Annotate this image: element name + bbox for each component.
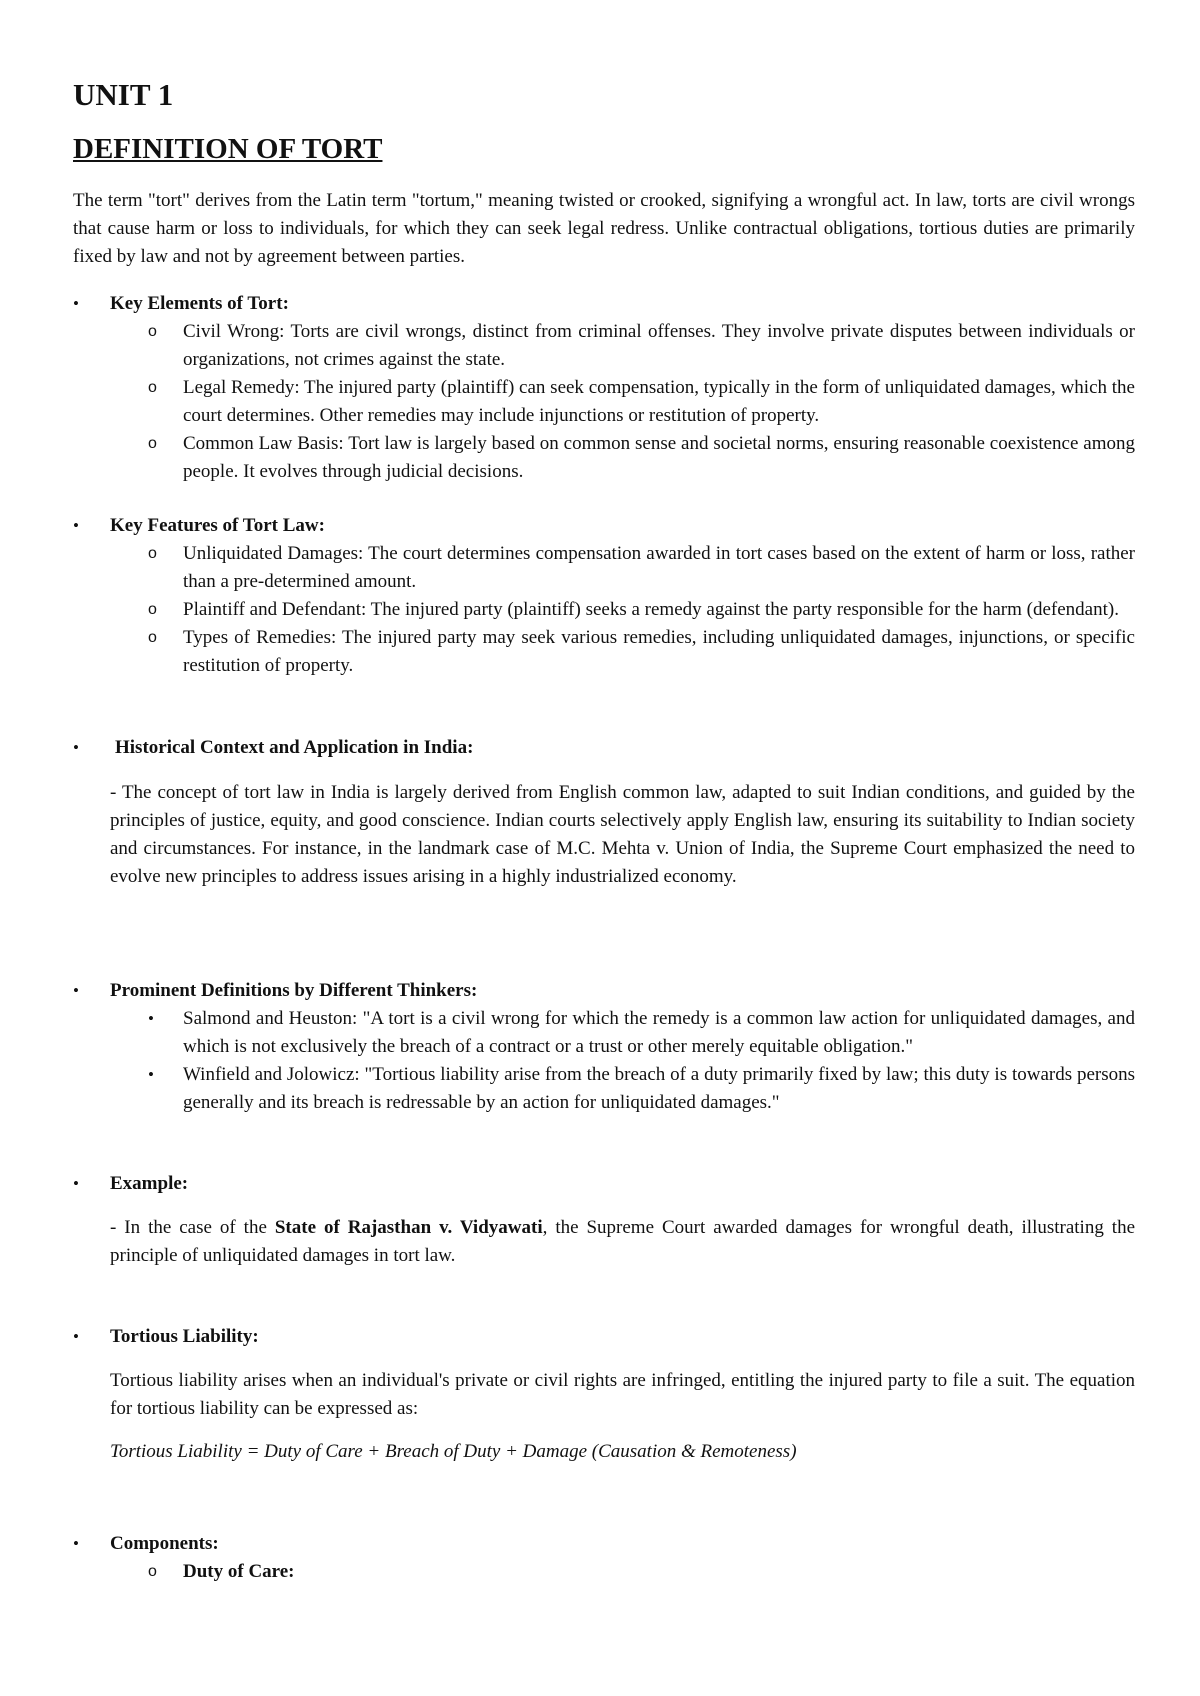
list-item	[148, 596, 1135, 624]
list-item-text: Legal Remedy: The injured party (plaintiff) can seek compensation, typically in the form of unliquidated damages, which the court determines. Other remedies may include injunctions or restitution of property.	[183, 377, 1135, 426]
list-item-text: Civil Wrong: Torts are civil wrongs, distinct from criminal offenses. They involve private disputes between individuals or organizations, not crimes against the state.	[183, 321, 1135, 370]
list-item	[148, 374, 1135, 430]
list-item-text: Winfield and Jolowicz: "Tortious liability arise from the breach of a duty primarily fixed by law; this duty is towards persons generally and its breach is redressable by an action for unliquidated damages."	[183, 1064, 1135, 1113]
key-elements-list	[148, 318, 1135, 486]
historical-heading: Historical Context and Application in India:	[115, 737, 474, 758]
bullet-marker: •	[73, 1534, 79, 1553]
key-features-list	[148, 540, 1135, 680]
section-title: DEFINITION OF TORT	[73, 133, 383, 165]
example-suffix: , the Supreme Court awarded damages for wrongful death, illustrating the principle of unliquidated damages in tort law.	[110, 1217, 1136, 1266]
disc-bullet-icon: •	[148, 1009, 154, 1028]
list-item-text: Common Law Basis: Tort law is largely based on common sense and societal norms, ensuring reasonable coexistence among people. It evolves through judicial decisions.	[183, 433, 1135, 482]
bullet-marker: •	[73, 294, 79, 313]
circle-bullet-icon: o	[148, 545, 157, 562]
circle-bullet-icon: o	[148, 379, 157, 396]
list-item	[148, 430, 1135, 486]
definitions-list	[148, 1005, 1135, 1117]
disc-bullet-icon: •	[148, 1065, 154, 1084]
example-case-name: State of Rajasthan v. Vidyawati	[274, 1217, 543, 1238]
circle-bullet-icon: o	[148, 323, 157, 340]
bullet-marker: •	[73, 738, 79, 757]
circle-bullet-icon: o	[148, 435, 157, 452]
circle-bullet-icon: o	[148, 601, 157, 618]
unit-title: UNIT 1	[73, 77, 174, 112]
list-item	[148, 1061, 1135, 1117]
list-item-text: Unliquidated Damages: The court determines compensation awarded in tort cases based on the extent of harm or loss, rather than a pre-determined amount.	[183, 543, 1135, 592]
historical-paragraph: - The concept of tort law in India is largely derived from English common law, adapted to suit Indian conditions, and guided by the principles of justice, equity, and good conscience. Indian courts selectively apply English law, ensuring its suitability to Indian society and circumstances. For instance, in the landmark case of M.C. Mehta v. Union of India, the Supreme Court emphasized the need to evolve new principles to address issues arising in a highly industrialized economy.	[110, 782, 1135, 887]
tortious-liability-heading: Tortious Liability:	[110, 1326, 259, 1347]
bullet-marker: •	[73, 516, 79, 535]
example-prefix: - In the case of the	[110, 1217, 275, 1238]
components-heading: Components:	[110, 1533, 219, 1554]
list-item-text: Salmond and Heuston: "A tort is a civil wrong for which the remedy is a common law action for unliquidated damages, and which is not exclusively the breach of a contract or a trust or other merely equitable obligation."	[183, 1008, 1135, 1057]
list-item-text: Types of Remedies: The injured party may seek various remedies, including unliquidated damages, injunctions, or specific restitution of property.	[183, 627, 1135, 676]
tortious-liability-paragraph: Tortious liability arises when an individual's private or civil rights are infringed, entitling the injured party to file a suit. The equation for tortious liability can be expressed as:	[110, 1370, 1135, 1419]
definitions-heading: Prominent Definitions by Different Thinkers:	[110, 980, 478, 1001]
bullet-marker: •	[73, 1174, 79, 1193]
intro-paragraph: The term "tort" derives from the Latin term "tortum," meaning twisted or crooked, signifying a wrongful act. In law, torts are civil wrongs that cause harm or loss to individuals, for which they can seek legal redress. Unlike contractual obligations, tortious duties are primarily fixed by law and not by agreement between parties.	[73, 190, 1135, 267]
bullet-marker: •	[73, 981, 79, 1000]
list-item-text: Duty of Care:	[183, 1561, 295, 1582]
list-item-text: Plaintiff and Defendant: The injured party (plaintiff) seeks a remedy against the party responsible for the harm (defendant).	[183, 599, 1119, 620]
components-list	[148, 1558, 1135, 1586]
key-elements-heading: Key Elements of Tort:	[110, 293, 289, 314]
bullet-marker: •	[73, 1327, 79, 1346]
list-item	[148, 1005, 1135, 1061]
example-heading: Example:	[110, 1173, 189, 1194]
key-features-heading: Key Features of Tort Law:	[110, 515, 325, 536]
circle-bullet-icon: o	[148, 1563, 157, 1580]
tortious-liability-formula: Tortious Liability = Duty of Care + Breach of Duty + Damage (Causation & Remoteness)	[110, 1441, 797, 1462]
list-item	[148, 318, 1135, 374]
circle-bullet-icon: o	[148, 629, 157, 646]
list-item	[148, 1558, 1135, 1586]
list-item	[148, 540, 1135, 596]
example-paragraph	[110, 1214, 1135, 1270]
list-item	[148, 624, 1135, 680]
